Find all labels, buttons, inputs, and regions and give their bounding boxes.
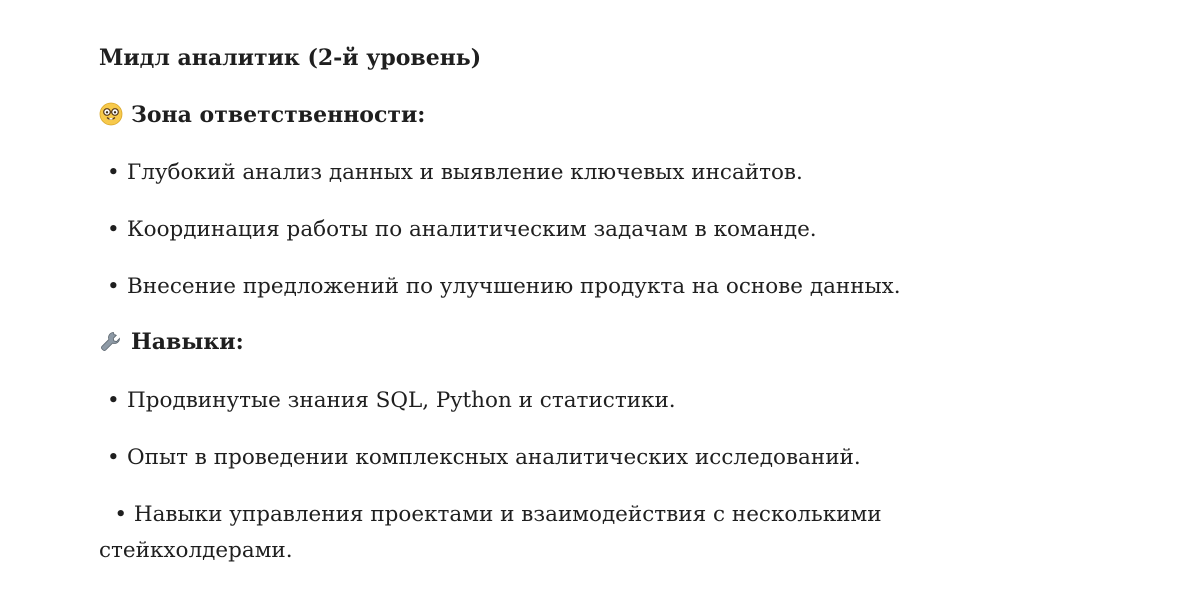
list-item-text: Координация работы по аналитическим задачам в команде.: [127, 217, 817, 242]
section-heading-label: Навыки:: [131, 329, 244, 355]
list-item: [107, 269, 901, 305]
bullet-marker: •: [107, 388, 120, 413]
bullet-marker: •: [107, 274, 120, 299]
section-heading-skills: [99, 326, 244, 358]
bullet-marker: •: [107, 445, 120, 470]
page-title: Мидл аналитик (2-й уровень): [99, 45, 482, 71]
list-item-text: Внесение предложений по улучшению продукта на основе данных.: [127, 274, 901, 299]
list-item-text: Опыт в проведении комплексных аналитических исследований.: [127, 445, 861, 470]
wrench-icon: [99, 329, 123, 353]
list-item-text: Навыки управления проектами и взаимодействия с несколькими стейкхолдерами.: [99, 502, 882, 563]
list-item: [107, 155, 803, 191]
list-item: [107, 383, 676, 419]
list-item: [107, 212, 817, 248]
section-heading-responsibilities: [99, 99, 425, 131]
list-item-text: Продвинутые знания SQL, Python и статистики.: [127, 388, 676, 413]
nerd-face-icon: [99, 102, 123, 126]
bullet-marker: •: [107, 217, 120, 242]
bullet-marker: •: [107, 160, 120, 185]
bullet-marker: •: [114, 502, 127, 527]
list-item: [107, 440, 861, 476]
list-item: [99, 497, 969, 569]
section-heading-label: Зона ответственности:: [131, 102, 426, 128]
list-item-text: Глубокий анализ данных и выявление ключевых инсайтов.: [127, 160, 803, 185]
